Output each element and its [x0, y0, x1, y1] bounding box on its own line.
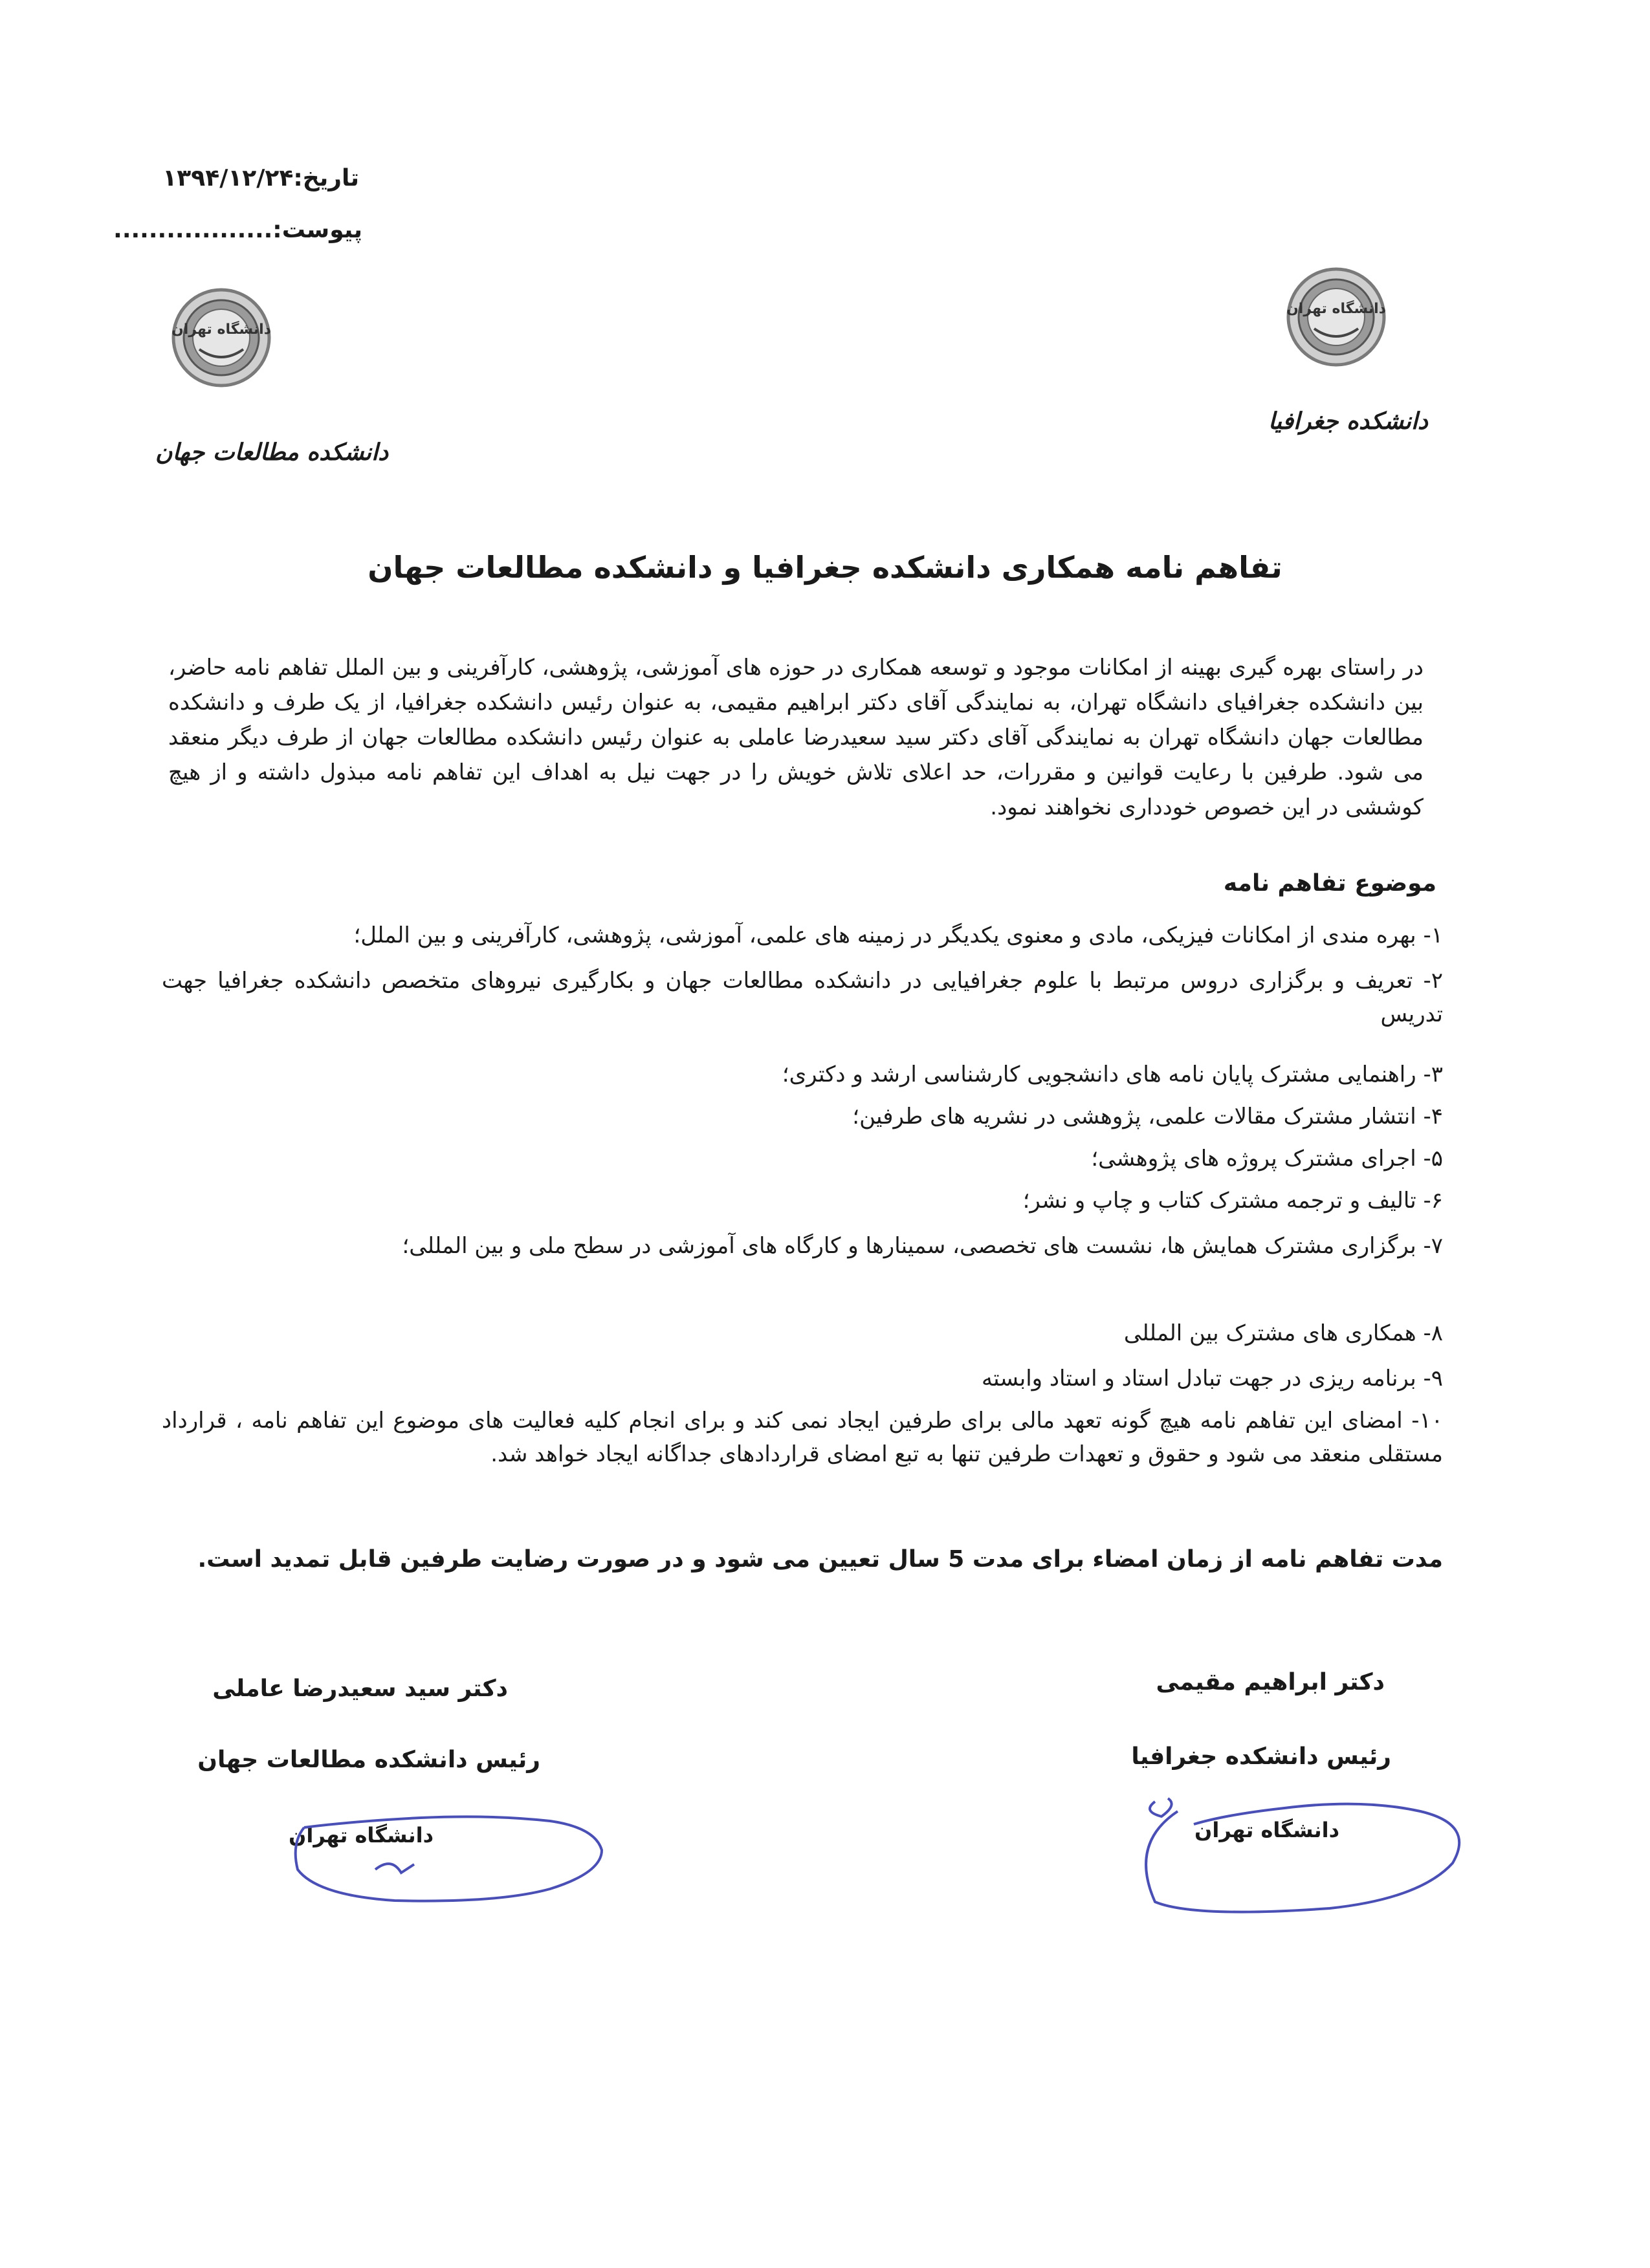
- list-item: ۶- تالیف و ترجمه مشترک کتاب و چاپ و نشر؛: [1022, 1188, 1443, 1214]
- svg-text:دانشگاه تهران: دانشگاه تهران: [171, 322, 271, 338]
- signatory-right-role: رئیس دانشکده جغرافیا: [1131, 1743, 1391, 1770]
- faculty-name-geography: دانشکده جغرافیا: [1268, 408, 1428, 435]
- signatory-left-name: دکتر سید سعیدرضا عاملی: [212, 1675, 508, 1702]
- subject-heading: موضوع تفاهم نامه: [1223, 870, 1436, 897]
- intro-paragraph: در راستای بهره گیری بهینه از امکانات موجود و توسعه همکاری در حوزه های آموزشی، پژوهشی، کارآفرینی و بین الملل تفاهم نامه حاضر، بین دانشکده جغرافیای دانشگاه تهران، به نمایندگی آقای دکتر ابراهیم مقیمی، به عنوان رئیس دانشکده جغرافیا، از یک طرف و دانشکده مطالعات جهان دانشگاه تهران به نمایندگی آقای دکتر سید سعیدرضا عاملی به عنوان رئیس دانشکده مطالعات جهان از طرف دیگر منعقد می شود. طرفین با رعایت قوانین و مقررات، حد اعلای تلاش خویش را در جهت نیل به اهداف این تفاهم نامه مبذول داشته و از هیچ کوششی در این خصوص خودداری نخواهند نمود.: [168, 655, 1424, 820]
- list-item: ۹- برنامه ریزی در جهت تبادل استاد و استاد وابسته: [981, 1366, 1443, 1391]
- attachment-line: پیوست:..................: [113, 217, 362, 243]
- faculty-name-world-studies: دانشکده مطالعات جهان: [155, 439, 389, 466]
- date-line: تاریخ:۱۳۹۴/۱۲/۲۴: [162, 165, 359, 191]
- list-item: ۷- برگزاری مشترک همایش ها، نشست های تخصصی، سمینارها و کارگاه های آموزشی در سطح ملی و بین المللی؛: [402, 1233, 1443, 1259]
- list-item: ۴- انتشار مشترک مقالات علمی، پژوهشی در نشریه های طرفین؛: [852, 1104, 1443, 1129]
- list-item: ۳- راهنمایی مشترک پایان نامه های دانشجویی کارشناسی ارشد و دکتری؛: [782, 1062, 1443, 1087]
- list-item: ۱۰- امضای این تفاهم نامه هیچ گونه تعهد مالی برای طرفین ایجاد نمی کند و برای انجام کلیه فعالیت های موضوع این تفاهم نامه ، قرارداد مستقلی منعقد می شود و حقوق و تعهدات طرفین تنها به تبع امضای قراردادهای جداگانه ایجاد خواهد شد.: [162, 1408, 1443, 1467]
- list-item: ۸- همکاری های مشترک بین المللی: [1123, 1320, 1443, 1346]
- signatory-left-stamp: دانشگاه تهران: [289, 1823, 434, 1848]
- signatory-right-name: دکتر ابراهیم مقیمی: [1156, 1669, 1385, 1696]
- signature-right-icon: [1116, 1785, 1479, 1921]
- signatory-right-stamp: دانشگاه تهران: [1194, 1818, 1339, 1842]
- list-item: ۵- اجرای مشترک پروژه های پژوهشی؛: [1091, 1146, 1443, 1172]
- university-seal-left-icon: [170, 286, 273, 389]
- university-seal-right-icon: [1284, 265, 1388, 369]
- list-item: ۱- بهره مندی از امکانات فیزیکی، مادی و معنوی یکدیگر در زمینه های علمی، آموزشی، پژوهشی، کارآفرینی و بین الملل؛: [353, 922, 1443, 948]
- closing-statement: مدت تفاهم نامه از زمان امضاء برای مدت 5 سال تعیین می شود و در صورت رضایت طرفین قابل تمدید است.: [197, 1546, 1443, 1573]
- list-item: ۲- تعریف و برگزاری دروس مرتبط با علوم جغرافیایی در دانشکده مطالعات جهان و بکارگیری نیروهای متخصص دانشکده جغرافیا جهت تدریس: [162, 968, 1443, 1027]
- svg-text:دانشگاه تهران: دانشگاه تهران: [1286, 301, 1386, 317]
- document-title: تفاهم نامه همکاری دانشکده جغرافیا و دانشکده مطالعات جهان: [368, 550, 1282, 585]
- signature-left-icon: [278, 1798, 615, 1908]
- signatory-left-role: رئیس دانشکده مطالعات جهان: [197, 1747, 540, 1773]
